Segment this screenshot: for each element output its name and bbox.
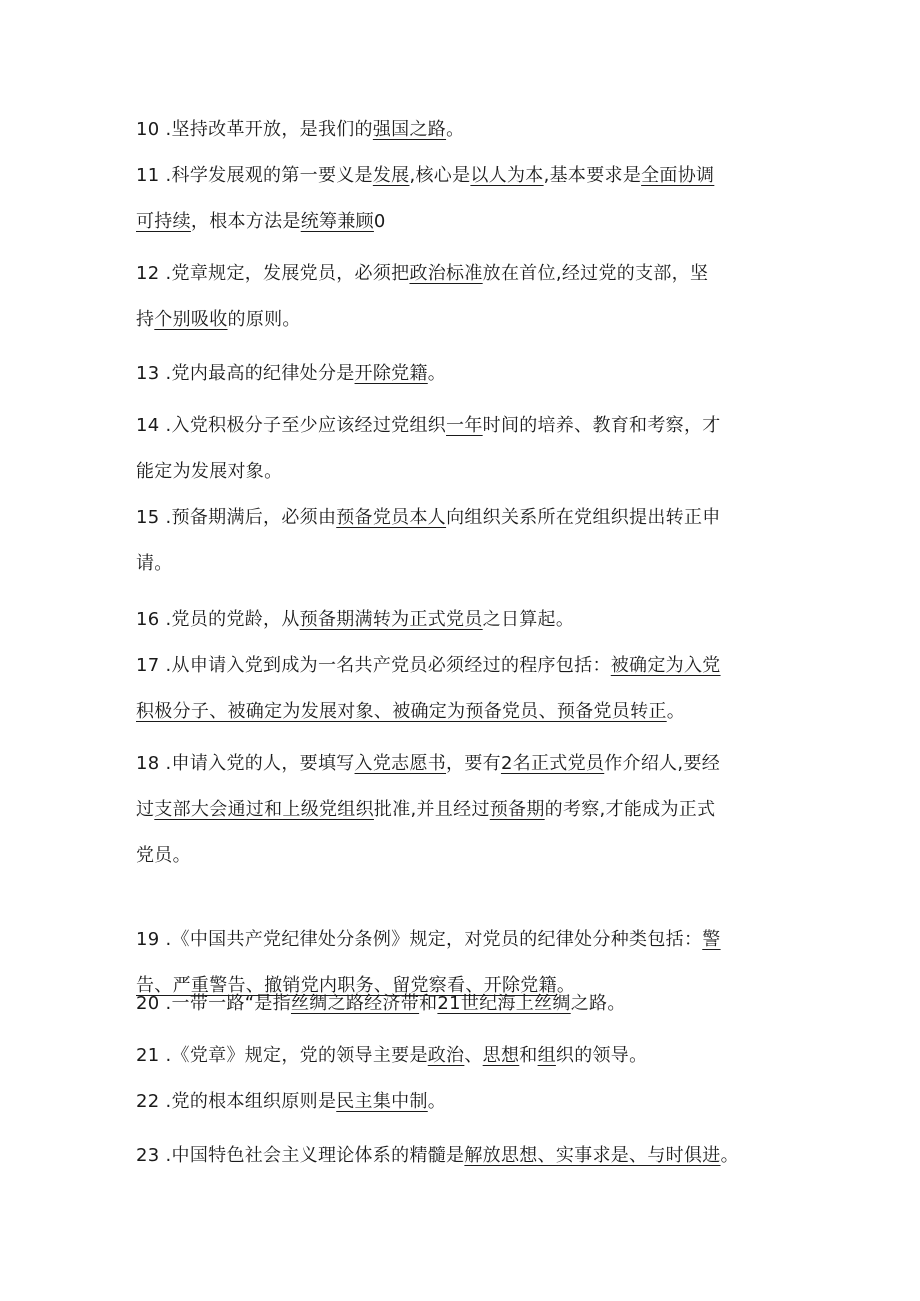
text-line [136,833,788,879]
list-item [136,741,788,879]
underlined-answer: 预备期满转为正式党员 [299,609,483,630]
text-segment: 16 .党员的党龄，从 [136,609,300,630]
underlined-answer: 支部大会通过和上级党组织 [154,799,374,820]
underlined-answer: 被确定为入党 [610,655,721,676]
text-segment: 。 [446,119,465,140]
list-item [136,153,788,245]
text-line [136,199,788,245]
text-segment: ,基本要求是 [543,165,642,186]
text-segment: 10 .坚持改革开放，是我们的 [136,119,373,140]
text-segment: ，要有 [446,753,501,774]
underlined-answer: 思想 [482,1045,520,1066]
text-segment: 织的领导。 [555,1045,648,1066]
underlined-answer: 政治 [427,1045,465,1066]
text-segment: 23 .中国特色社会主义理论体系的精髓是 [136,1145,465,1166]
text-line [136,643,788,689]
list-item [136,251,788,343]
underlined-answer: 以人为本 [470,165,544,186]
underlined-answer: 开除党籍 [354,363,428,384]
text-line [136,689,788,735]
text-segment: 的原则。 [227,309,301,330]
list-item [136,1033,788,1079]
list-item [136,1079,788,1125]
list-item [136,1133,788,1179]
text-segment: 放在首位,经过党的支部，坚 [482,263,709,284]
underlined-answer: 预备党员本人 [336,507,447,528]
text-segment: 批准,并且经过 [373,799,490,820]
list-item [136,351,788,397]
text-line [136,541,788,587]
list-item [136,403,788,495]
text-segment: 和 [519,1045,538,1066]
list-item [136,597,788,643]
text-segment: 11 .科学发展观的第一要义是 [136,165,373,186]
underlined-answer: 可持续 [136,211,191,232]
text-segment: 13 .党内最高的纪律处分是 [136,363,355,384]
text-segment: 20 .一带一路“是指 [136,993,291,1014]
text-line [136,449,788,495]
text-segment: 之路。 [570,993,626,1014]
text-segment: 19 .《中国共产党纪律处分条例》规定，对党员的纪律处分种类包括： [136,929,703,950]
underlined-answer: 发展 [372,165,410,186]
list-item [136,643,788,735]
text-line [136,495,788,541]
list-item [136,981,788,1027]
underlined-answer: 告、严重警告、撤销党内职务、留党察看、开除党籍 [136,975,557,996]
underlined-answer: 入党志愿书 [354,753,447,774]
text-line [136,1133,788,1179]
text-segment: 17 .从申请入党到成为一名共产党员必须经过的程序包括： [136,655,611,676]
underlined-answer: 一年 [446,415,483,436]
text-segment: 时间的培养、教育和考察，才 [482,415,721,436]
text-segment: 过 [136,799,155,820]
text-line [136,597,788,643]
text-line [136,1033,788,1079]
text-segment: 。 [556,975,576,996]
underlined-answer: 强国之路 [372,119,447,140]
underlined-answer: 积极分子、被确定为发展对象、被确定为预备党员、预备党员转正 [136,701,667,722]
text-line [136,741,788,787]
underlined-answer: 全面协调 [641,165,715,186]
text-segment: 。 [427,363,447,384]
underlined-answer: 丝绸之路经济带 [290,993,420,1014]
underlined-answer: 警 [702,929,721,950]
text-segment: 的考察,才能成为正式 [544,799,716,820]
underlined-answer: 组 [537,1045,556,1066]
text-line [136,297,788,343]
text-line [136,251,788,297]
text-segment: 0 [373,211,386,232]
list-item [136,107,788,153]
text-segment: 、 [464,1045,483,1066]
text-segment: 持 [136,309,155,330]
text-line [136,403,788,449]
text-segment: ，根本方法是 [190,211,301,232]
text-segment: 18 .申请入党的人，要填写 [136,753,355,774]
text-line [136,351,788,397]
text-segment: 能定为发展对象。 [136,461,283,482]
underlined-answer: 政治标准 [409,263,483,284]
text-line [136,153,788,199]
text-segment: 。 [666,701,686,722]
text-segment: 22 .党的根本组织原则是 [136,1091,337,1112]
text-segment: 12 .党章规定，发展党员，必须把 [136,263,410,284]
underlined-answer: 统筹兼顾 [300,211,374,232]
text-segment: 之日算起。 [482,609,575,630]
text-segment: 党员。 [136,845,191,866]
text-segment: 请。 [136,553,173,574]
underlined-answer: 个别吸收 [154,309,228,330]
text-segment: ,核心是 [409,165,471,186]
text-line [136,917,788,963]
text-segment: 。 [427,1091,447,1112]
text-segment: 。 [720,1145,739,1166]
text-line [136,107,788,153]
text-line [136,1079,788,1125]
text-segment: 21 .《党章》规定，党的领导主要是 [136,1045,428,1066]
underlined-answer: 民主集中制 [336,1091,428,1112]
underlined-answer: 2名正式党员 [500,753,605,774]
text-segment: 15 .预备期满后，必须由 [136,507,337,528]
text-segment: 14 .入党积极分子至少应该经过党组织 [136,415,447,436]
text-line [136,787,788,833]
list-item [136,495,788,587]
text-segment: 和 [419,993,438,1014]
text-line [136,981,788,1027]
text-segment: 作介绍人,要经 [604,753,721,774]
underlined-answer: 21世纪海上丝绸 [437,993,571,1014]
text-segment: 向组织关系所在党组织提出转正申 [446,507,721,528]
underlined-answer: 解放思想、实事求是、与时俱进 [464,1145,721,1166]
underlined-answer: 预备期 [489,799,545,820]
